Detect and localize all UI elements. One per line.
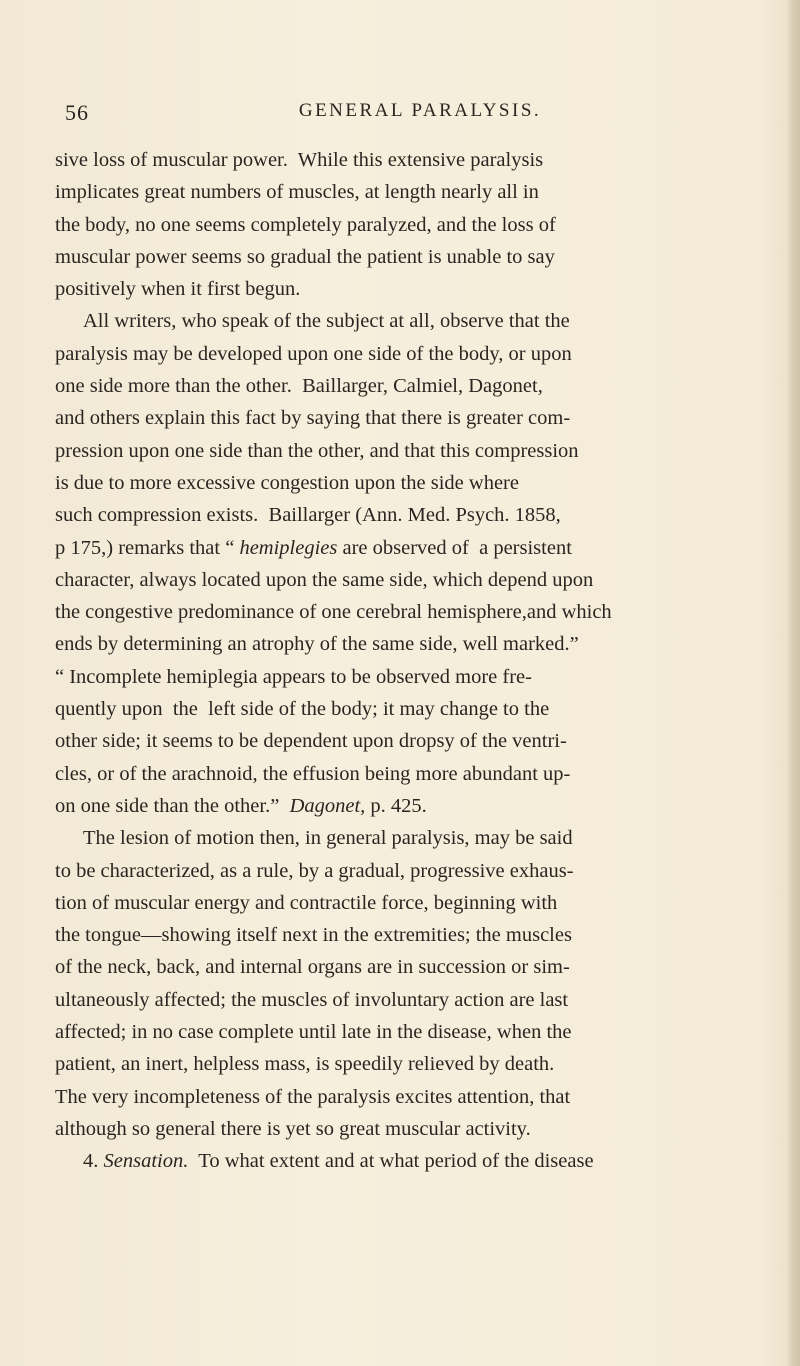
text-line: ultaneously affected; the muscles of involuntary action are last [55,988,569,1011]
text-line: the body, no one seems completely paralyzed, and the loss of [55,213,556,236]
text-line: All writers, who speak of the subject at all, observe that the [83,310,570,333]
text-segment: on one side than the other.” [55,794,290,817]
text-line: The very incompleteness of the paralysis excites attention, that [55,1085,571,1108]
text-line: implicates great numbers of muscles, at length nearly all in [55,181,539,204]
text-line: one side more than the other. Baillarger, Calmiel, Dagonet, [55,375,543,398]
text-line: muscular power seems so gradual the patient is unable to say [55,245,555,268]
text-line: “ Incomplete hemiplegia appears to be observed more fre- [55,665,532,688]
text-line: pression upon one side than the other, and that this compression [55,439,579,462]
text-line: The lesion of motion then, in general paralysis, may be said [83,827,573,850]
text-line: quently upon the left side of the body; it may change to the [55,698,550,721]
text-line: other side; it seems to be dependent upon dropsy of the ventri- [55,730,567,753]
text-line [55,532,795,564]
text-line: the tongue—showing itself next in the extremities; the muscles [55,924,572,947]
body-text [55,144,795,1178]
italic-text: hemiplegies [239,536,338,559]
text-line: to be characterized, as a rule, by a gradual, progressive exhaus- [55,859,574,882]
text-line: ends by determining an atrophy of the same side, well marked.” [55,633,579,656]
italic-text: Sensation. [103,1150,189,1173]
text-line: of the neck, back, and internal organs are in succession or sim- [55,956,570,979]
text-line: positively when it first begun. [55,278,301,301]
page-number: 56 [65,100,89,125]
text-line: sive loss of muscular power. While this extensive paralysis [55,149,544,171]
italic-text: Dagonet, [289,794,366,817]
page-header [65,96,715,132]
page-edge [786,0,800,1366]
text-line: patient, an inert, helpless mass, is speedily relieved by death. [55,1053,555,1076]
text-line: the congestive predominance of one cerebral hemisphere,and which [55,601,612,624]
text-line [55,790,795,822]
text-line: such compression exists. Baillarger (Ann. Med. Psych. 1858, [55,504,561,527]
text-segment: are observed of a persistent [337,536,572,559]
text-line: although so general there is yet so great muscular activity. [55,1117,531,1140]
text-line: and others explain this fact by saying that there is greater com- [55,407,571,430]
running-head: GENERAL PARALYSIS. [298,100,542,121]
text-segment: p 175,) remarks that “ [55,536,240,559]
text-line: paralysis may be developed upon one side of the body, or upon [55,342,572,365]
text-segment: p. 425. [365,794,427,817]
text-line: tion of muscular energy and contractile force, beginning with [55,891,558,914]
text-line [55,1145,795,1177]
text-line: affected; in no case complete until late in the disease, when the [55,1021,572,1044]
text-segment: 4. [83,1150,104,1173]
text-line: cles, or of the arachnoid, the effusion being more abundant up- [55,762,571,785]
text-line: character, always located upon the same side, which depend upon [55,568,594,591]
text-segment: To what extent and at what period of the disease [188,1150,594,1173]
text-line: is due to more excessive congestion upon the side where [55,471,519,494]
